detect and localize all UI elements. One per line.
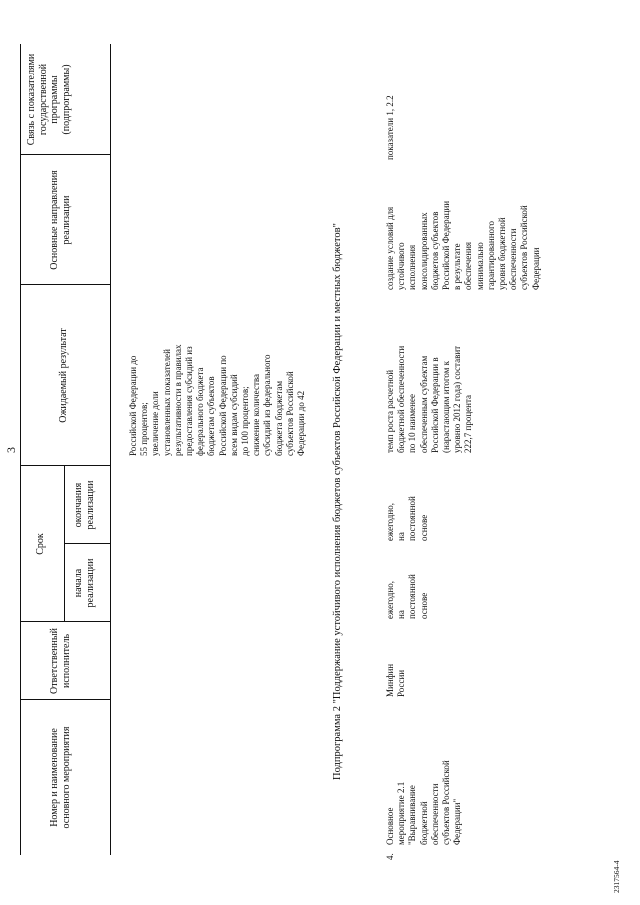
header-number-name: Номер и наименование основного мероприятия bbox=[49, 726, 72, 829]
page-number: 3 bbox=[4, 447, 18, 453]
row-number: 4. bbox=[385, 853, 395, 860]
header-start: начала реализации bbox=[73, 558, 96, 608]
row-end: ежегодно, на постоянной основе bbox=[385, 496, 429, 541]
header-executor: Ответственный исполнитель bbox=[49, 628, 72, 694]
srok-divider-rule bbox=[64, 466, 65, 622]
row-link-indicators: показатели 1, 2.2 bbox=[385, 95, 395, 160]
document-code: 2317564-4 bbox=[612, 860, 621, 893]
row-directions: создание условий для устойчивого исполнения консолидированных бюджетов субъектов Российской Федерации в результате обеспечения минимально гарантированного уровня бюджетной обеспеченности субъектов Российской Федерации bbox=[385, 200, 541, 290]
table-header-bottom-rule bbox=[110, 44, 111, 855]
header-link-indicators: Связь с показателями государственной программы (подпрограммы) bbox=[26, 53, 72, 146]
header-end: окончания реализации bbox=[73, 480, 96, 530]
subprogram-title: Подпрограмма 2 "Поддержание устойчивого исполнения бюджетов субъектов Российской Федерации и местных бюджетов" bbox=[332, 223, 343, 780]
header-directions: Основные направления реализации bbox=[49, 170, 72, 270]
header-srok: Срок bbox=[35, 533, 46, 555]
row-activity-name: Основное мероприятие 2.1 "Выравнивание бюджетной обеспеченности субъектов Российской Федерации" bbox=[385, 760, 463, 845]
continued-result-text: Российской Федерации до 55 процентов; увеличение доли установленных показателей результативности в правилах предоставления субсидий из федерального бюджета бюджетам субъектов Российской Федерации по всем видам субсидий до 100 процентов; снижение количества субсидий из федерального бюджета бюджетам субъектов Российской Федерации до 42 bbox=[128, 344, 307, 456]
table-top-rule bbox=[20, 44, 21, 855]
header-expected-result: Ожидаемый результат bbox=[58, 328, 69, 423]
row-expected-result: темп роста расчетной бюджетной обеспеченности по 10 наименее обеспеченным субъектам Российской Федерации в (нарастающим итогом к уровню 2012 года) составит 222,7 процента bbox=[385, 345, 474, 453]
row-executor: Минфин России bbox=[385, 663, 407, 697]
row-start: ежегодно, на постоянной основе bbox=[385, 574, 429, 619]
